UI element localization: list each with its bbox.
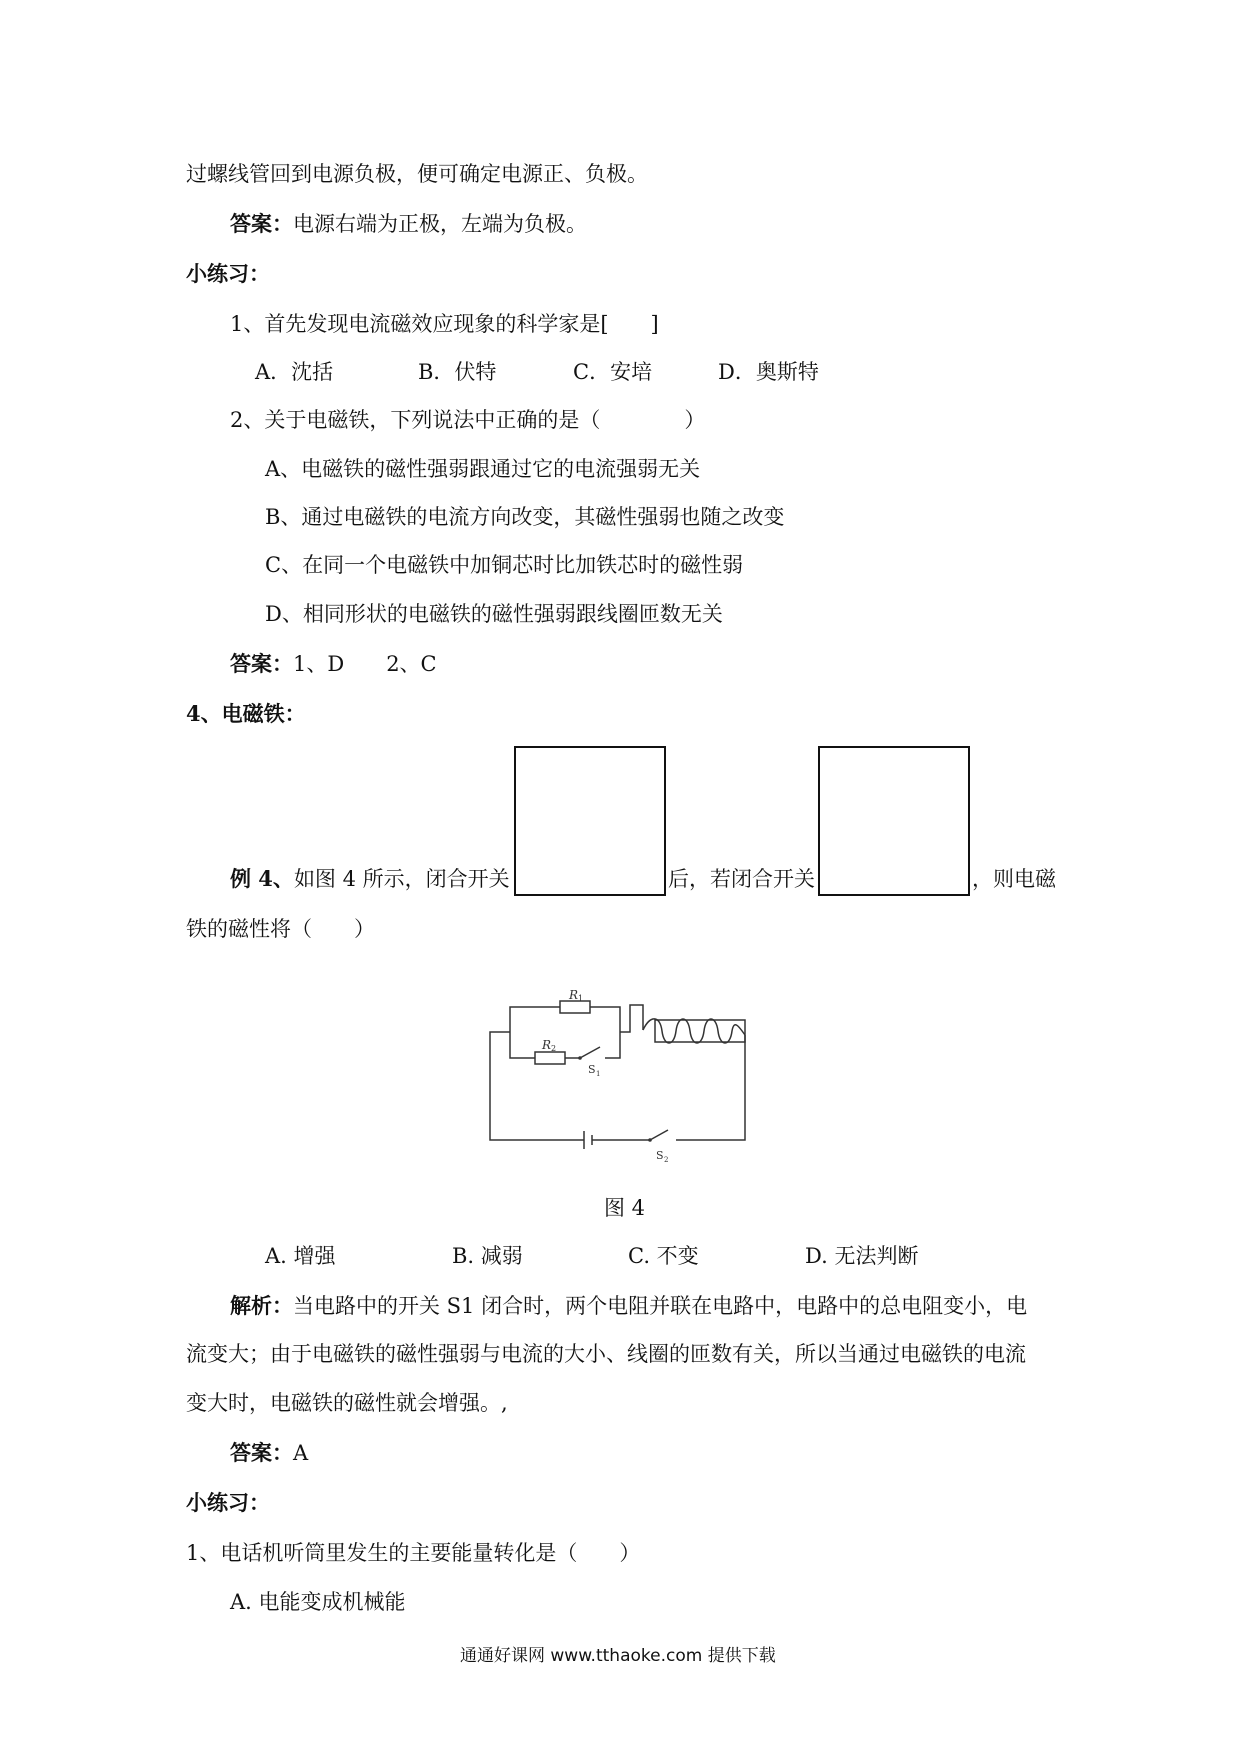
question-1: 1、首先发现电流磁效应现象的科学家是[ ] [230, 312, 659, 336]
figure-caption: 图 4 [604, 1196, 646, 1220]
s2-subscript: 2 [664, 1156, 669, 1164]
answer-text: 电源右端为正极，左端为负极。 [293, 212, 587, 236]
r2-label: R [542, 1038, 552, 1052]
s1-label: S [588, 1063, 596, 1076]
q2-option-c: C、在同一个电磁铁中加铜芯时比加铁芯时的磁性弱 [265, 553, 744, 577]
q2-option-b: B、通过电磁铁的电流方向改变，其磁性强弱也随之改变 [265, 505, 785, 529]
answer-line-3 [230, 1439, 308, 1467]
practice-title-2: 小练习： [186, 1490, 270, 1515]
q1-option-c: C．安培 [573, 360, 653, 384]
answer-line [230, 210, 587, 238]
q1-option-b: B．伏特 [418, 360, 497, 384]
answer-text: 1、D 2、C [293, 652, 437, 676]
blank-image-box-1 [514, 746, 666, 896]
answer-line-2 [230, 650, 437, 678]
q2-option-d: D、相同形状的电磁铁的磁性强弱跟线圈匝数无关 [265, 602, 723, 626]
blank-image-box-2 [818, 746, 970, 896]
example-line-2: 铁的磁性将（ ） [186, 917, 375, 941]
r2-subscript: 2 [551, 1044, 557, 1053]
q1-option-d: D．奥斯特 [718, 360, 819, 384]
analysis-text: 当电路中的开关 S1 闭合时，两个电阻并联在电路中，电路中的总电阻变小，电 [293, 1294, 1028, 1318]
answer-label: 答案： [230, 1440, 293, 1465]
ex4-option-c: C. 不变 [628, 1244, 699, 1268]
question-2: 2、关于电磁铁，下列说法中正确的是（ ） [230, 408, 706, 432]
q2-option-a: A、电磁铁的磁性强弱跟通过它的电流强弱无关 [265, 457, 701, 481]
question-3: 1、电话机听筒里发生的主要能量转化是（ ） [186, 1541, 641, 1565]
analysis-line-1 [230, 1292, 1027, 1320]
example-line [230, 865, 510, 893]
page-footer: 通通好课网 www.tthaoke.com 提供下载 [460, 1646, 776, 1666]
ex4-option-b: B. 减弱 [452, 1244, 523, 1268]
analysis-line-2: 流变大；由于电磁铁的磁性强弱与电流的大小、线圈的匝数有关，所以当通过电磁铁的电流 [186, 1342, 1026, 1366]
example-label: 例 4、 [230, 866, 294, 891]
r1-label: R [569, 988, 579, 1002]
analysis-label: 解析： [230, 1293, 293, 1318]
ex4-option-d: D. 无法判断 [805, 1244, 919, 1268]
section-heading: 4、电磁铁： [186, 701, 306, 726]
s2-label: S [656, 1149, 664, 1162]
answer-label: 答案： [230, 211, 293, 236]
ex4-option-a: A. 增强 [265, 1244, 336, 1268]
r1-subscript: 1 [578, 994, 584, 1003]
text-line: 过螺线管回到电源负极，便可确定电源正、负极。 [186, 162, 648, 186]
example-text-c: ，则电磁 [972, 867, 1056, 891]
q1-option-a: A．沈括 [255, 360, 334, 384]
s1-subscript: 1 [596, 1070, 601, 1078]
answer-text: A [293, 1441, 309, 1465]
example-text-b: 后，若闭合开关 [668, 867, 815, 891]
practice-title: 小练习： [186, 261, 270, 286]
analysis-line-3: 变大时，电磁铁的磁性就会增强。, [186, 1391, 508, 1415]
answer-label: 答案： [230, 651, 293, 676]
circuit-diagram [480, 985, 800, 1175]
q3-option-a: A. 电能变成机械能 [230, 1590, 406, 1614]
example-text-a: 如图 4 所示，闭合开关 [293, 867, 510, 891]
